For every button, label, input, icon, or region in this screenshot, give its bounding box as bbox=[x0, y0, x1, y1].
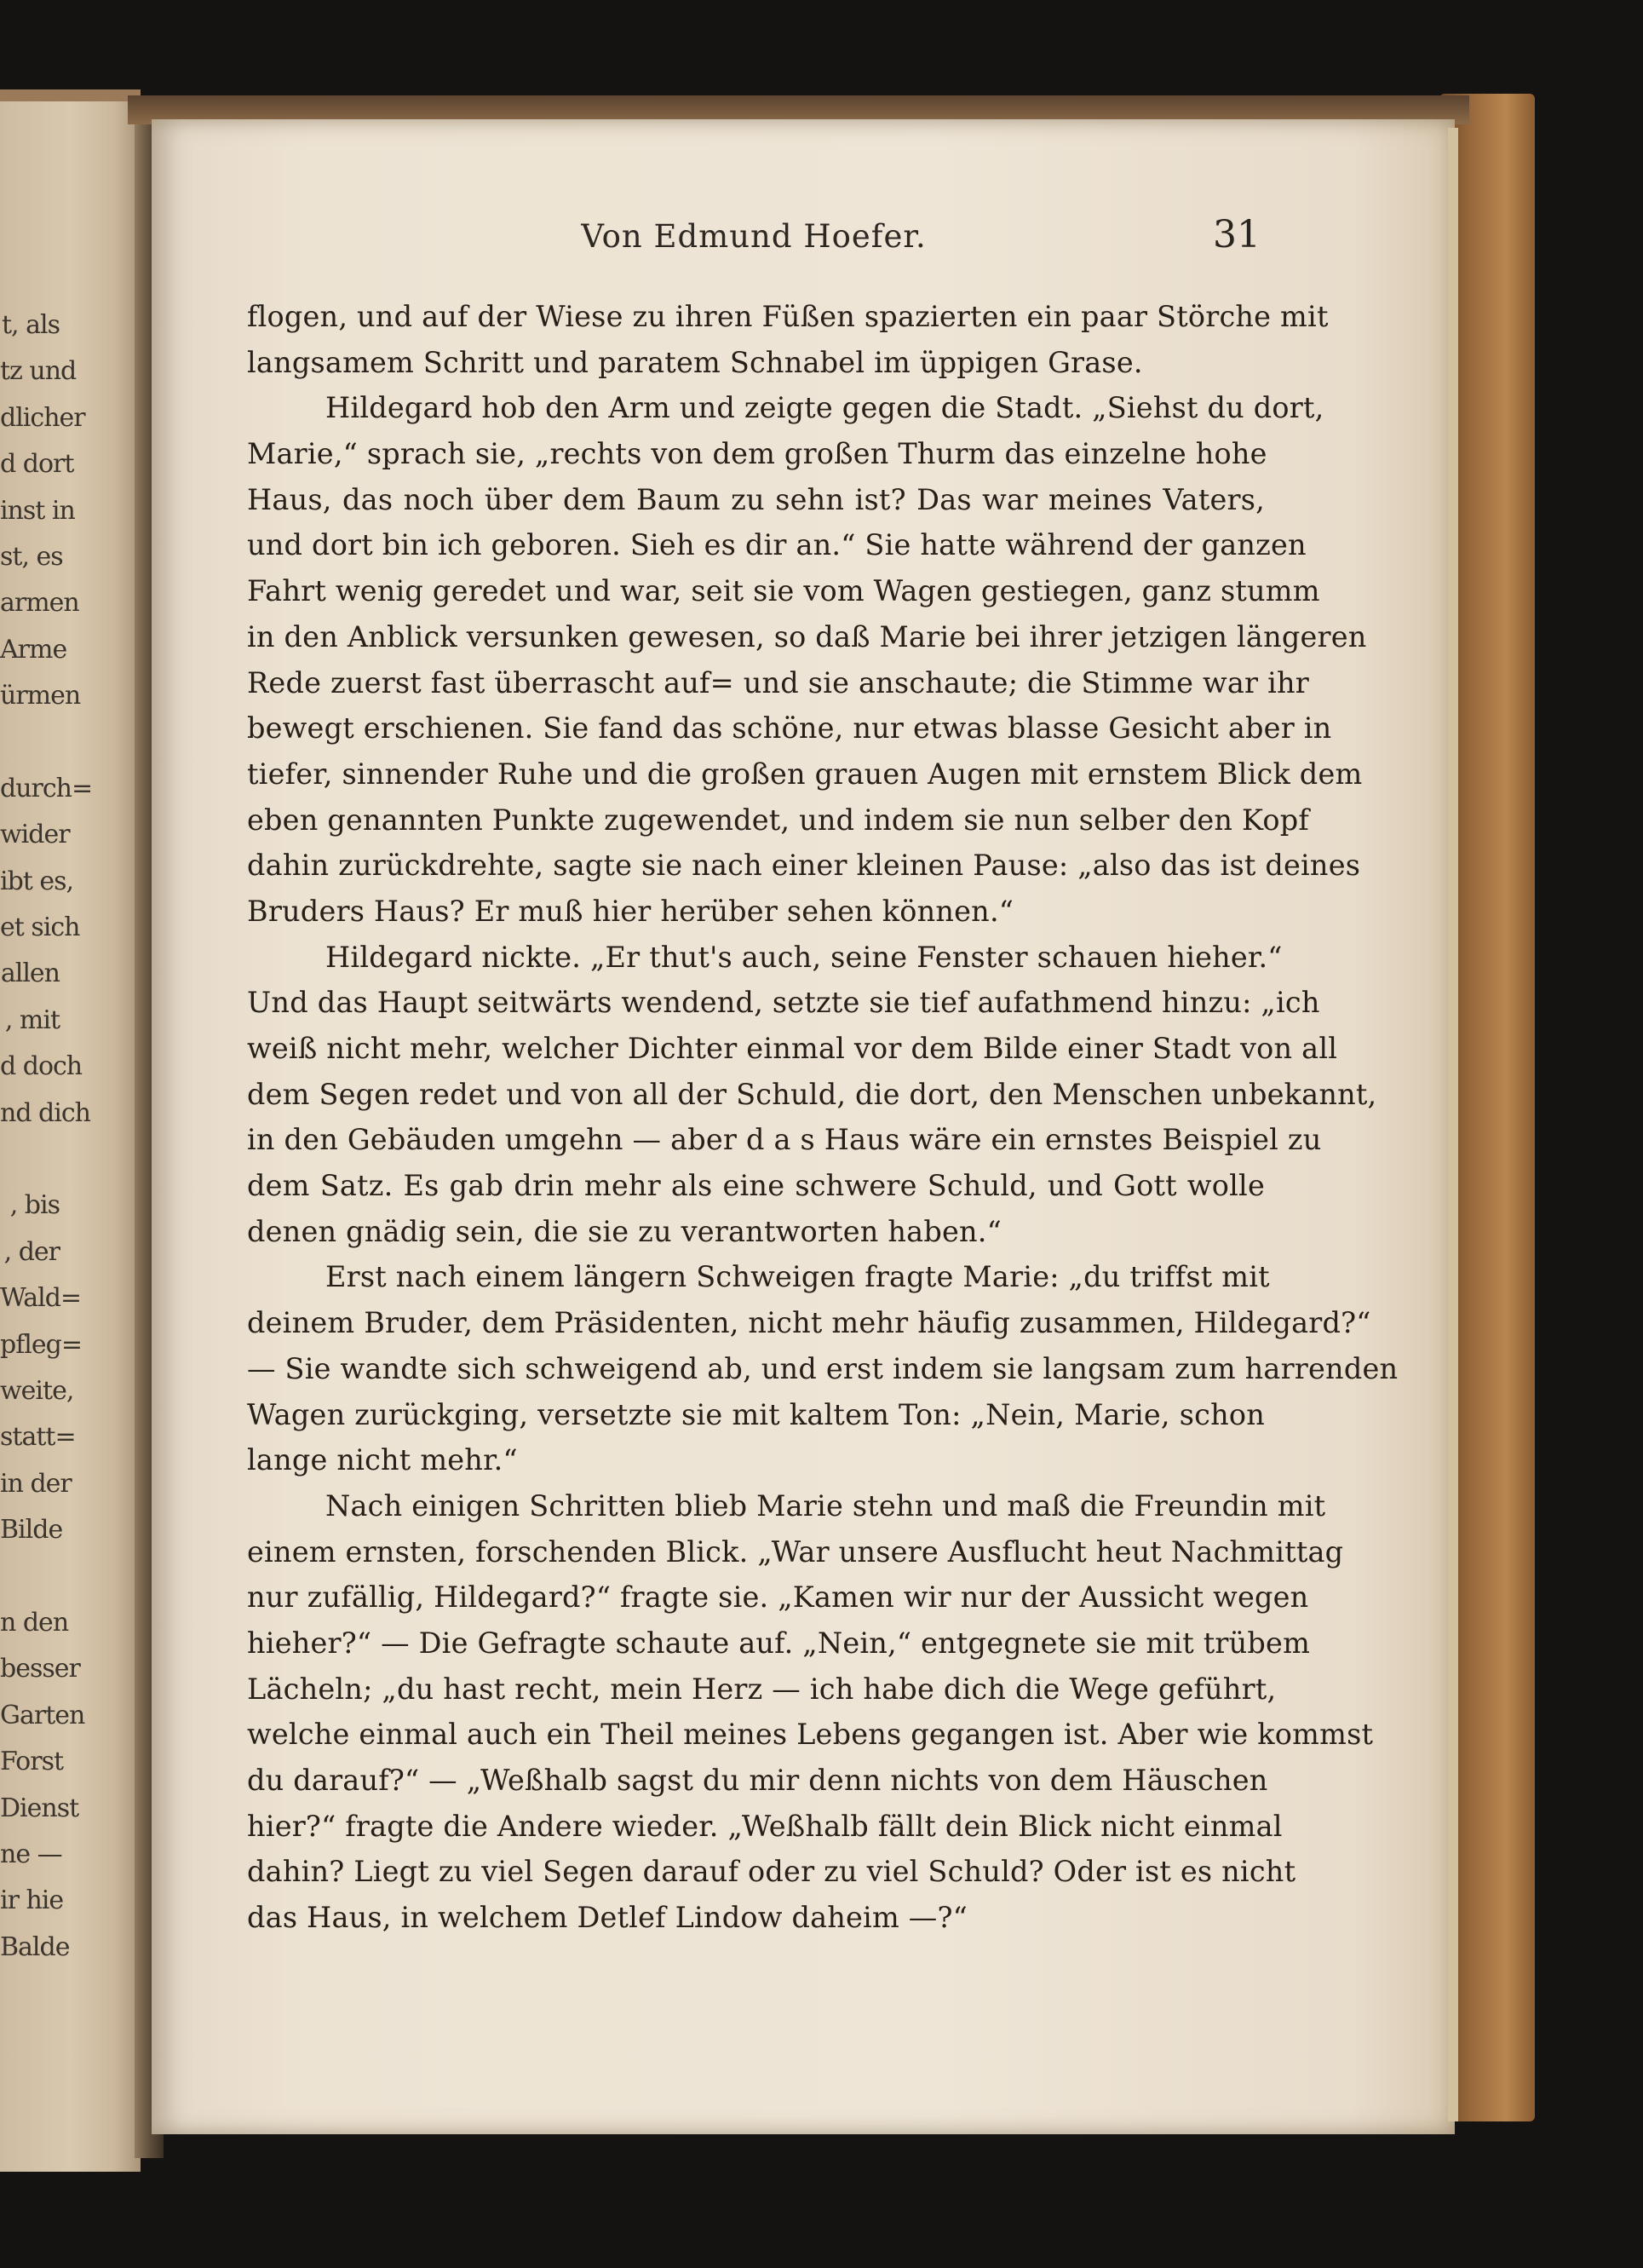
text-line: hieher?“ — Die Gefragte schaute auf. „Nein,“ entgegnete sie mit trübem bbox=[247, 1626, 1311, 1660]
left-page-fragment: Balde bbox=[0, 1931, 70, 1962]
text-line: dahin? Liegt zu viel Segen darauf oder zu viel Schuld? Oder ist es nicht bbox=[247, 1855, 1296, 1889]
left-page-fragment bbox=[0, 720, 60, 766]
page-edge bbox=[1448, 128, 1458, 2121]
left-page-fragment: ürmen bbox=[0, 681, 81, 711]
running-title: Von Edmund Hoefer. bbox=[581, 218, 927, 255]
left-page-fragment: Dienst bbox=[0, 1793, 79, 1823]
text-line: Wagen zurückging, versetzte sie mit kaltem Ton: „Nein, Marie, schon bbox=[247, 1397, 1265, 1431]
text-line: lange nicht mehr.“ bbox=[247, 1443, 518, 1477]
left-page-fragment: , bis bbox=[9, 1190, 60, 1221]
text-line: denen gnädig sein, die sie zu verantworten haben.“ bbox=[247, 1214, 1002, 1248]
text-line: Und das Haupt seitwärts wendend, setzte sie tief aufathmend hinzu: „ich bbox=[247, 986, 1320, 1020]
left-page-fragment: besser bbox=[0, 1654, 80, 1684]
text-line: Hildegard nickte. „Er thut's auch, seine Fenster schauen hieher.“ bbox=[325, 940, 1283, 974]
text-line: langsamem Schritt und paratem Schnabel im üppigen Grase. bbox=[247, 345, 1143, 379]
text-line: Lächeln; „du hast recht, mein Herz — ich habe dich die Wege geführt, bbox=[247, 1672, 1277, 1706]
text-line: das Haus, in welchem Detlef Lindow daheim —?“ bbox=[247, 1901, 968, 1935]
text-line: Marie,“ sprach sie, „rechts von dem großen Thurm das einzelne hohe bbox=[247, 437, 1267, 471]
left-page-fragment: inst in bbox=[0, 495, 75, 526]
left-page-fragment: st, es bbox=[0, 541, 63, 572]
left-page-fragment: nd dich bbox=[0, 1097, 90, 1128]
left-page-fragment: ne — bbox=[0, 1839, 62, 1869]
text-line: dem Segen redet und von all der Schuld, die dort, den Menschen unbekannt, bbox=[247, 1077, 1377, 1111]
text-line: bewegt erschienen. Sie fand das schöne, nur etwas blasse Gesicht aber in bbox=[247, 711, 1332, 745]
text-line: dahin zurückdrehte, sagte sie nach einer kleinen Pause: „also das ist deines bbox=[247, 849, 1361, 883]
left-page-fragment: pfleg= bbox=[0, 1329, 82, 1360]
text-line: — Sie wandte sich schweigend ab, und erst indem sie langsam zum harrenden bbox=[247, 1351, 1399, 1385]
left-page-fragment: tz und bbox=[0, 356, 77, 387]
page-number: 31 bbox=[1213, 213, 1261, 256]
left-page-fragment: Arme bbox=[0, 634, 67, 665]
text-line: Fahrt wenig geredet und war, seit sie vom Wagen gestiegen, ganz stumm bbox=[247, 574, 1320, 608]
text-line: in den Gebäuden umgehn — aber d a s Haus wäre ein ernstes Beispiel zu bbox=[247, 1123, 1322, 1157]
text-line: hier?“ fragte die Andere wieder. „Weßhalb fällt dein Blick nicht einmal bbox=[247, 1809, 1283, 1843]
left-page-fragment: d doch bbox=[0, 1051, 83, 1082]
left-page-fragment: , mit bbox=[4, 1004, 60, 1035]
text-line: dem Satz. Es gab drin mehr als eine schwere Schuld, und Gott wolle bbox=[247, 1169, 1265, 1203]
left-page-fragment: t, als bbox=[1, 310, 60, 340]
left-page-fragment bbox=[0, 1137, 60, 1183]
left-page-fragment: d dort bbox=[0, 449, 74, 480]
text-line: nur zufällig, Hildegard?“ fragte sie. „Kamen wir nur der Aussicht wegen bbox=[247, 1580, 1309, 1615]
text-line: Hildegard hob den Arm und zeigte gegen die Stadt. „Siehst du dort, bbox=[325, 391, 1324, 425]
left-page-fragment: ibt es, bbox=[0, 866, 74, 896]
text-line: und dort bin ich geboren. Sieh es dir an.“ Sie hatte während der ganzen bbox=[247, 528, 1307, 562]
text-line: Bruders Haus? Er muß hier herüber sehen können.“ bbox=[247, 894, 1014, 928]
text-line: flogen, und auf der Wiese zu ihren Füßen spazierten ein paar Störche mit bbox=[247, 300, 1329, 333]
text-line: du darauf?“ — „Weßhalb sagst du mir denn nichts von dem Häuschen bbox=[247, 1764, 1268, 1797]
left-page-fragment: armen bbox=[0, 588, 79, 619]
text-line: Nach einigen Schritten blieb Marie stehn und maß die Freundin mit bbox=[325, 1488, 1326, 1523]
text-line: Rede zuerst fast überrascht auf= und sie anschaute; die Stimme war ihr bbox=[247, 665, 1310, 699]
left-page-fragment: wider bbox=[0, 820, 70, 850]
left-page-fragment bbox=[0, 1554, 60, 1600]
left-page-fragment: n den bbox=[0, 1607, 69, 1638]
left-page-text-fragments bbox=[0, 302, 93, 1971]
left-page-fragment: Forst bbox=[0, 1747, 64, 1777]
running-header bbox=[247, 213, 1261, 264]
text-line: welche einmal auch ein Theil meines Lebens gegangen ist. Aber wie kommst bbox=[247, 1718, 1374, 1752]
left-page-fragment: Bilde bbox=[0, 1515, 63, 1546]
text-line: Haus, das noch über dem Baum zu sehn ist? Das war meines Vaters, bbox=[247, 482, 1265, 516]
left-page-fragment: et sich bbox=[0, 912, 80, 943]
left-page-fragment: in der bbox=[0, 1468, 72, 1499]
text-line: tiefer, sinnender Ruhe und die großen grauen Augen mit ernstem Blick dem bbox=[247, 757, 1363, 791]
left-page-fragment: ir hie bbox=[0, 1885, 64, 1916]
body-text bbox=[247, 294, 1399, 1941]
left-page-fragment: Garten bbox=[0, 1700, 85, 1730]
text-line: eben genannten Punkte zugewendet, und indem sie nun selber den Kopf bbox=[247, 803, 1309, 837]
text-line: einem ernsten, forschenden Blick. „War unsere Ausflucht heut Nachmittag bbox=[247, 1534, 1344, 1569]
text-line: weiß nicht mehr, welcher Dichter einmal vor dem Bilde einer Stadt von all bbox=[247, 1032, 1338, 1065]
left-page-fragment: weite, bbox=[0, 1375, 74, 1406]
left-page-fragment: durch= bbox=[0, 773, 93, 803]
left-page-fragment: allen bbox=[0, 958, 60, 989]
left-page-fragment: Wald= bbox=[0, 1283, 82, 1314]
left-page-fragment: statt= bbox=[0, 1422, 76, 1453]
text-line: in den Anblick versunken gewesen, so daß Marie bei ihrer jetzigen längeren bbox=[247, 619, 1367, 653]
text-line: Erst nach einem längern Schweigen fragte Marie: „du triffst mit bbox=[325, 1260, 1270, 1294]
text-line: deinem Bruder, dem Präsidenten, nicht mehr häufig zusammen, Hildegard?“ bbox=[247, 1306, 1371, 1340]
left-page-fragment: , der bbox=[3, 1236, 60, 1267]
left-page-fragment: dlicher bbox=[0, 402, 85, 433]
